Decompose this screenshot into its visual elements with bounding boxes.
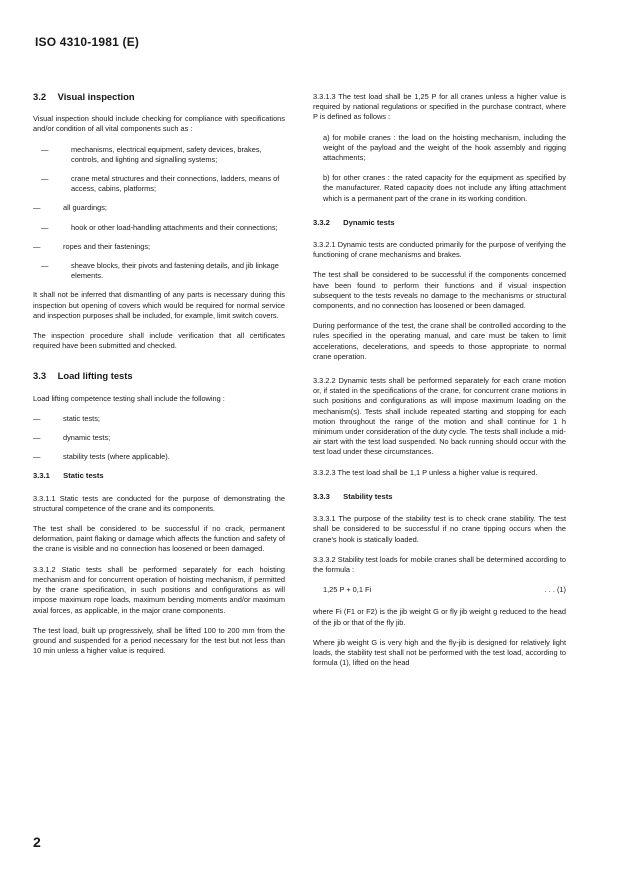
section-number: 3.3 <box>33 370 47 382</box>
section-3-3-3-heading <box>313 492 566 502</box>
section-title: Static tests <box>63 471 104 481</box>
list-item: — dynamic tests; <box>33 433 111 443</box>
list-item: — all guardings; <box>33 203 107 213</box>
section-title: Stability tests <box>343 491 393 501</box>
right-column <box>313 92 566 678</box>
list-item: — crane metal structures and their connections, ladders, means of access, cabins, platforms; <box>41 174 280 194</box>
section-title: Dynamic tests <box>343 217 395 227</box>
document-id: ISO 4310-1981 (E) <box>35 35 140 49</box>
paragraph: 3.3.1.3 The test load shall be 1,25 P for all cranes unless a higher value is required by national regulations or specified in the purchase contract, where P is defined as follows : <box>313 92 566 122</box>
paragraph: It shall not be inferred that dismantling of any parts is necessary during this inspection but opening of covers which would be required for normal service and inspection purposes shall be included, for example, limit switch covers. <box>33 290 285 320</box>
paragraph: Where jib weight G is very high and the fly-jib is designed for relatively light loads, the stability test shall not be performed with the test load, according to formula (1), lifted on the head <box>313 637 566 668</box>
section-number: 3.2 <box>33 91 47 102</box>
section-3-2-heading <box>33 92 285 102</box>
paragraph: 3.3.3.1 The purpose of the stability test is to check crane stability. The test shall be considered to be successful if no crane tipping occurs when the crane's hook is statically loaded. <box>313 514 566 544</box>
list-item: b) for other cranes : the rated capacity for the equipment as specified by the manufacturer. Rated capacity does not include any lifting attachment which is a permanent part of the crane in its working condition. <box>323 173 566 203</box>
section-number: 3.3.3 <box>313 491 330 501</box>
paragraph: 3.3.2.2 Dynamic tests shall be performed separately for each crane motion or, if stated in the specifications of the crane, for concurrent crane motions in such positions and configurations as will impose maximum loading on the mechanism(s). Tests shall include repeated starting and stopping for each motion throughout the range of the motion and shall continue for 1 h minimum under consideration of the duty cycle. The tests shall include a mid-air start with the test load suspended. No back running should occur with the test load under these circumstances. <box>313 376 566 457</box>
list-item: — stability tests (where applicable). <box>33 452 170 462</box>
page-number: 2 <box>33 834 41 850</box>
list-item: — ropes and their fastenings; <box>33 241 151 251</box>
section-title: Load lifting tests <box>57 370 133 382</box>
paragraph: 3.3.2.3 The test load shall be 1,1 P unless a higher value is required. <box>313 467 538 477</box>
formula <box>323 585 566 595</box>
formula-reference: . . . (1) <box>544 585 566 595</box>
section-3-3-1-heading <box>33 471 285 481</box>
section-3-3-2-heading <box>313 218 566 228</box>
paragraph: During performance of the test, the crane shall be controlled according to the rules specified in the operating manual, and care must be taken to limit accelerations, decelerations, and speeds to those appropriate to normal crane operation. <box>313 321 566 361</box>
paragraph: 3.3.3.2 Stability test loads for mobile cranes shall be determined according to the formula : <box>313 554 566 574</box>
paragraph: The inspection procedure shall include verification that all certificates required have been submitted and checked. <box>33 331 285 351</box>
section-number: 3.3.1 <box>33 471 50 481</box>
section-3-3-heading <box>33 371 285 381</box>
paragraph: 3.3.1.1 Static tests are conducted for the purpose of demonstrating the structural competence of the crane and its components. <box>33 493 285 513</box>
section-title: Visual inspection <box>57 91 135 102</box>
formula-expression: 1,25 P + 0,1 Fi <box>323 585 372 595</box>
paragraph: Visual inspection should include checking for compliance with specifications and/or condition of all vital components such as : <box>33 114 285 134</box>
paragraph: 3.3.2.1 Dynamic tests are conducted primarily for the purpose of verifying the functioning of crane mechanisms and brakes. <box>313 240 566 260</box>
section-number: 3.3.2 <box>313 217 330 227</box>
list-item: — hook or other load-handling attachments and their connections; <box>41 222 278 232</box>
paragraph: where Fi (F1 or F2) is the jib weight G or fly jib weight g reduced to the head of the jib or that of the fly jib. <box>313 607 566 627</box>
list-item: — static tests; <box>33 413 100 423</box>
list-item: — sheave blocks, their pivots and fastening details, and jib linkage elements. <box>41 261 279 281</box>
list-item: a) for mobile cranes : the load on the hoisting mechanism, including the weight of the payload and the weight of the hook assembly and rigging attachments; <box>323 132 566 163</box>
paragraph: The test shall be considered to be successful if the components concerned have been found to perform their functions and if visual inspection subsequent to the tests reveals no damage to the mechanisms or structural components, and no connection has loosened or been damaged. <box>313 270 566 311</box>
list-item: — mechanisms, electrical equipment, safety devices, brakes, controls, and lighting and signalling systems; <box>41 144 262 164</box>
paragraph: Load lifting competence testing shall include the following : <box>33 393 225 403</box>
paragraph: The test load, built up progressively, shall be lifted 100 to 200 mm from the ground and suspended for a period necessary for the test but not less than 10 min unless a higher value is required. <box>33 625 285 656</box>
paragraph: 3.3.1.2 Static tests shall be performed separately for each hoisting mechanism and for concurrent operation of hoisting mechanism, if permitted by the crane specification, in such positions and configurations as will impose maximum rope loads, maximum bending moments and/or maximum axial forces, as applicable, in the major crane components. <box>33 564 285 615</box>
left-column <box>33 92 285 666</box>
paragraph: The test shall be considered to be successful if no crack, permanent deformation, paint flaking or damage which affects the function and safety of the crane is visible and no connection has loosened or been damaged. <box>33 524 285 554</box>
